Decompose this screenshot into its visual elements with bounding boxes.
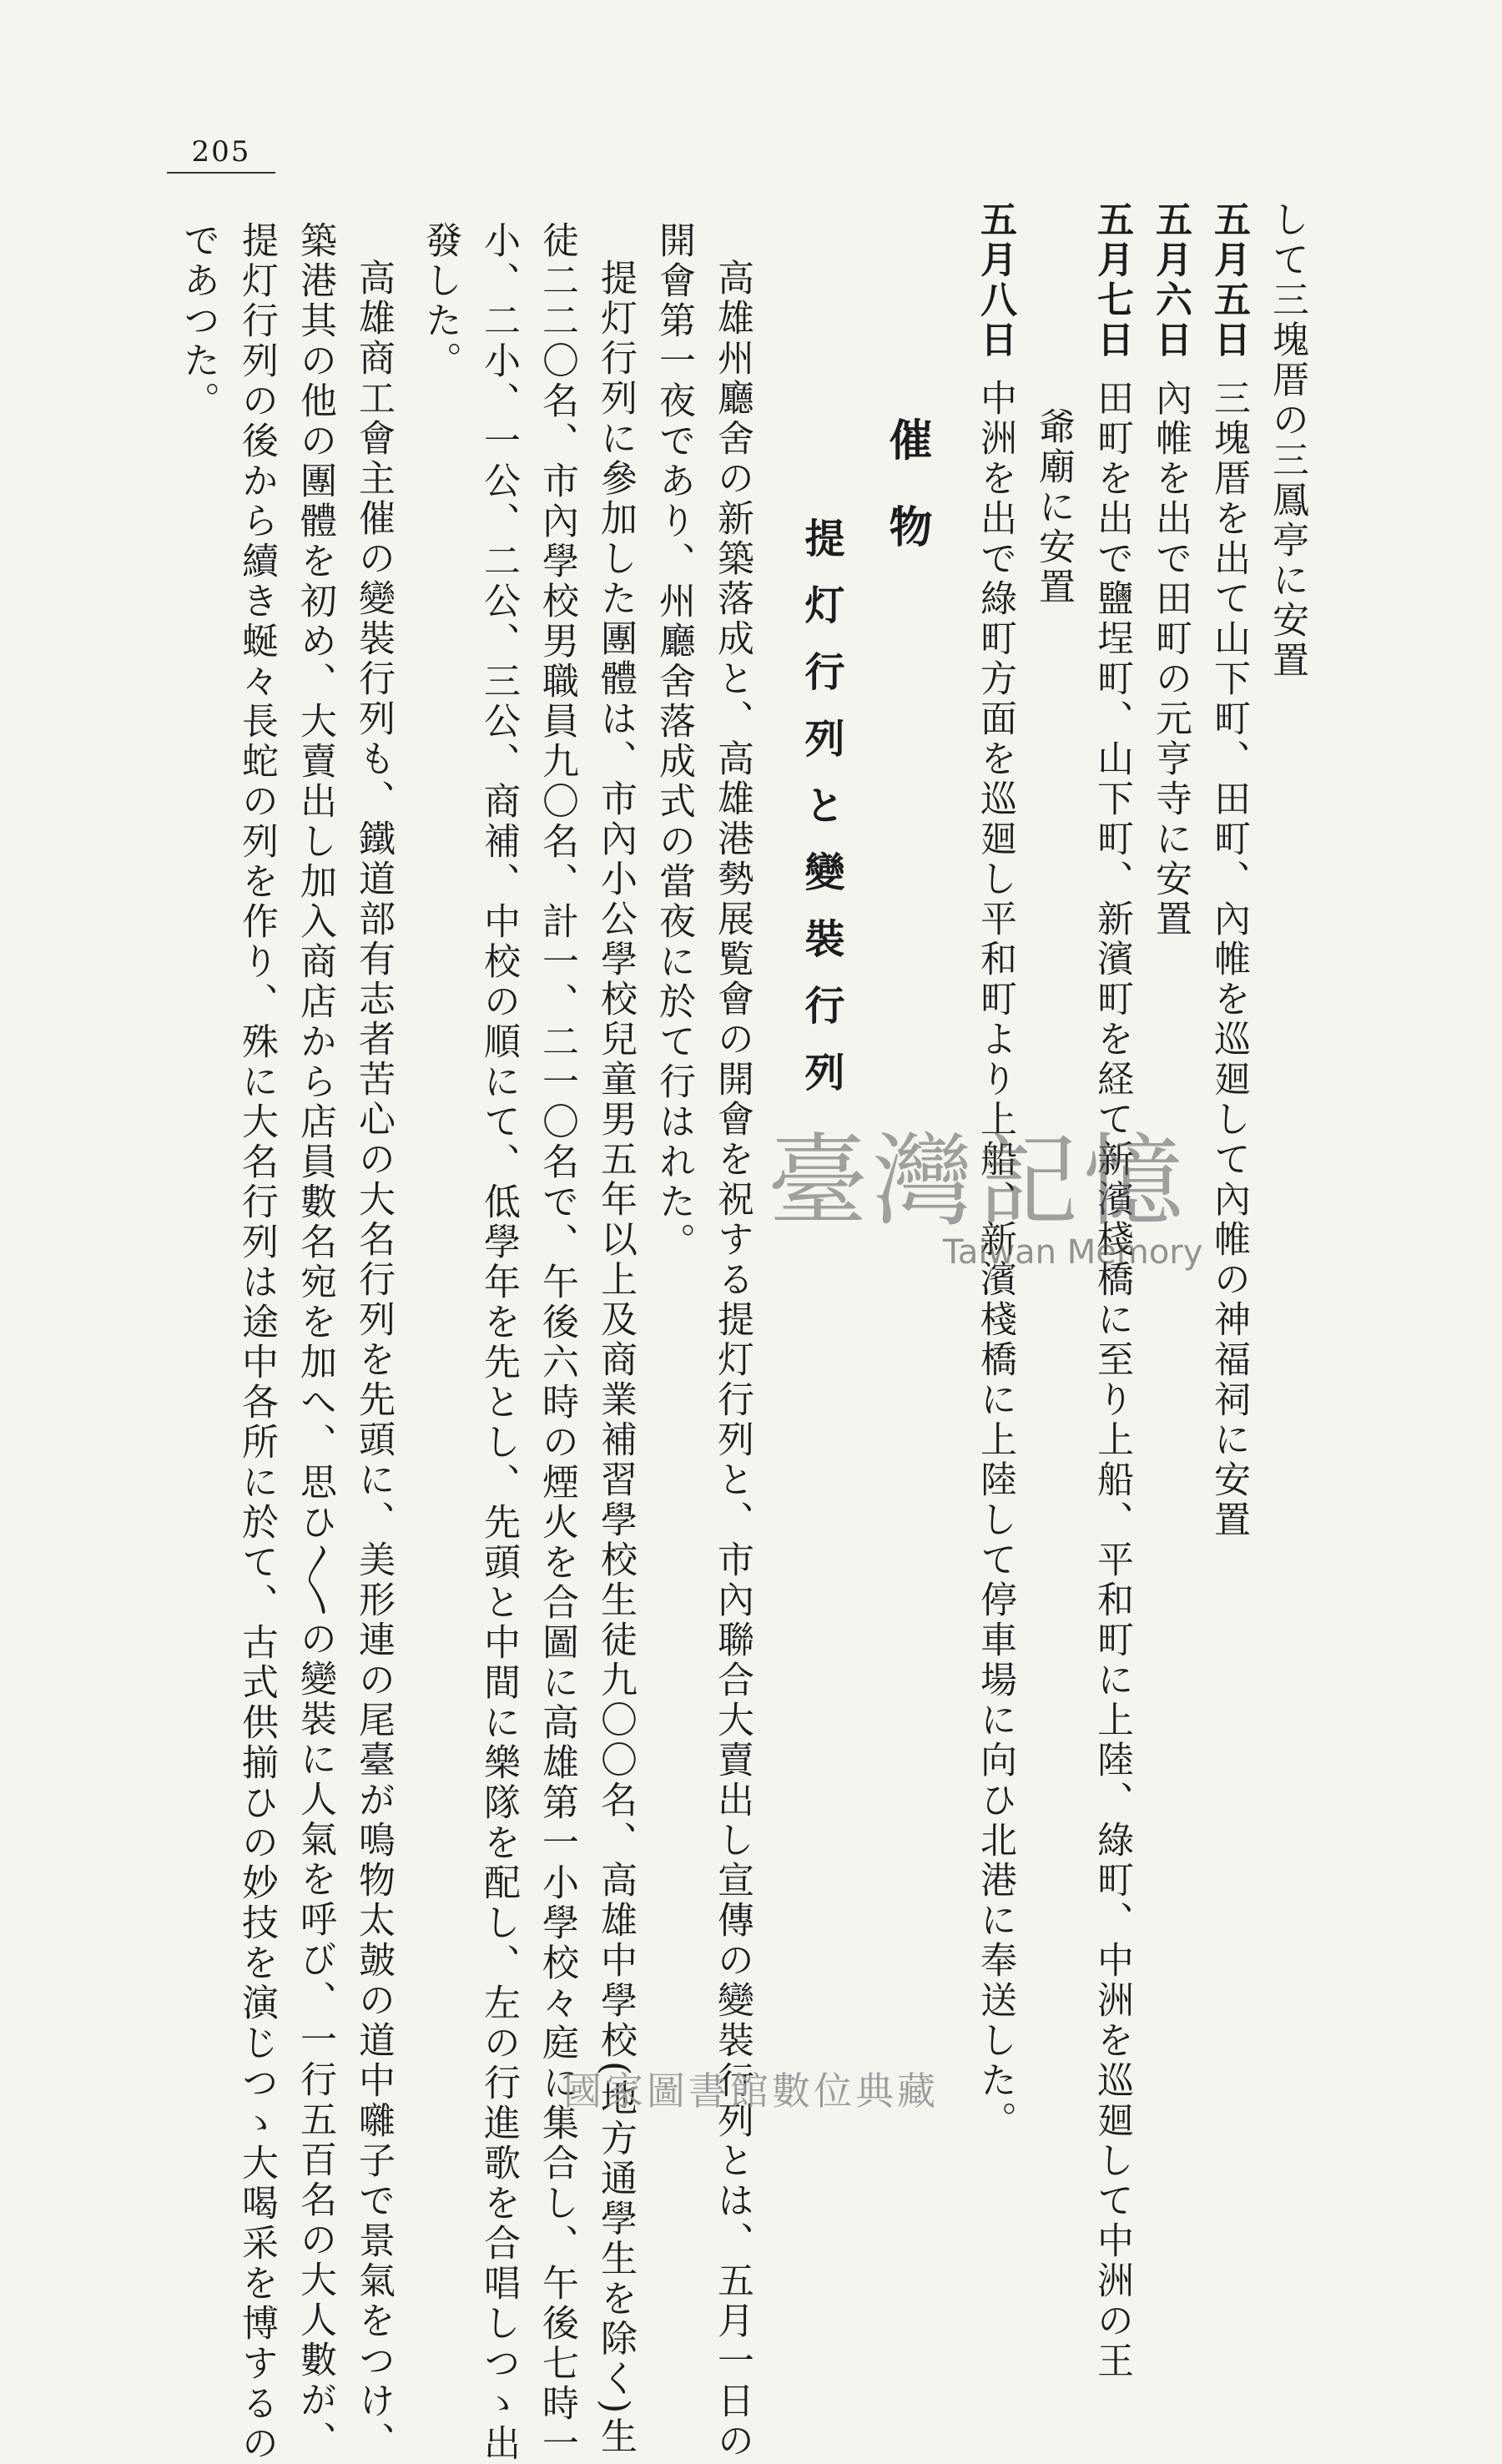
para1-line-2: 開會第一夜であり、州廳舍落成式の當夜に於て行はれた。	[653, 221, 695, 1262]
schedule-entry-may8	[974, 200, 1016, 2141]
section-subheading: 提灯行列と變裝行列	[798, 517, 844, 1118]
footer-collection-label: 國家圖書館數位典藏	[563, 2068, 939, 2114]
date-label: 五月五日	[1207, 200, 1250, 360]
para2-line-3: 提灯行列の後から續き蜒々長蛇の列を作り、殊に大名行列は途中各所に於て、古式供揃ひの妙技を演じつゝ大喝采を博するの	[235, 221, 278, 2464]
date-label: 五月八日	[974, 200, 1016, 360]
section-heading: 催物	[881, 417, 932, 591]
schedule-text: 中洲を出で綠町方面を巡廻し平和町より上船、新濱棧橋に上陸して停車場に向ひ北港に奉送した。	[974, 379, 1016, 2141]
schedule-entry-may7	[1091, 200, 1133, 2381]
schedule-text: 田町を出で鹽埕町、山下町、新濱町を経て新濱棧橋に至り上船、平和町に上陸、綠町、中洲を巡廻して中洲の王	[1091, 379, 1133, 2381]
para1-line-6: 發した。	[419, 221, 461, 381]
para2-line-1: 高雄商工會主催の變裝行列も、鐵道部有志者苦心の大名行列を先頭に、美形連の尾臺が鳴物太皷の道中囃子で景氣をつけ、	[352, 259, 395, 2461]
date-label: 五月七日	[1091, 200, 1133, 360]
schedule-entry-may7-cont: 爺廟に安置	[1032, 407, 1075, 607]
para2-line-4: であつた。	[177, 221, 219, 421]
schedule-entry-may5	[1207, 200, 1250, 1540]
schedule-continuation: して三塊厝の三鳳亭に安置	[1266, 200, 1308, 681]
para2-line-2: 築港其の他の團體を初め、大賣出し加入商店から店員數名宛を加へ、思ひ〳〵の變裝に人氣を呼び、一行五百名の大人數が、	[294, 221, 336, 2461]
page-number: 205	[167, 135, 275, 174]
para1-line-4: 徒二二〇名、市內學校男職員九〇名、計一、二一〇名で、午後六時の煙火を合圖に高雄第一小學校々庭に集合し、午後七時一	[536, 221, 578, 2464]
para1-line-5: 小、二小、一公、二公、三公、商補、中校の順にて、低學年を先とし、先頭と中間に樂隊を配し、左の行進歌を合唱しつゝ出	[477, 221, 520, 2464]
schedule-text: 內帷を出で田町の元亨寺に安置	[1149, 379, 1192, 940]
date-label: 五月六日	[1149, 200, 1192, 360]
schedule-entry-may6	[1149, 200, 1192, 940]
watermark-text: 臺灣記憶	[768, 1124, 1188, 1240]
para1-line-1: 高雄州廳舍の新築落成と、高雄港勢展覧會の開會を祝する提灯行列と、市內聯合大賣出し宣傳の變裝行列とは、五月一日の	[711, 259, 754, 2461]
para1-line-3: 提灯行列に參加した團體は、市內小公學校兒童男五年以上及商業補習學校生徒九〇〇名、高雄中學校(地方通學生を除く)生	[594, 259, 637, 2457]
schedule-text: 三塊厝を出て山下町、田町、內帷を巡廻して內帷の神福祠に安置	[1207, 379, 1250, 1540]
watermark-subtext: Taiwan Memory	[943, 1233, 1203, 1272]
